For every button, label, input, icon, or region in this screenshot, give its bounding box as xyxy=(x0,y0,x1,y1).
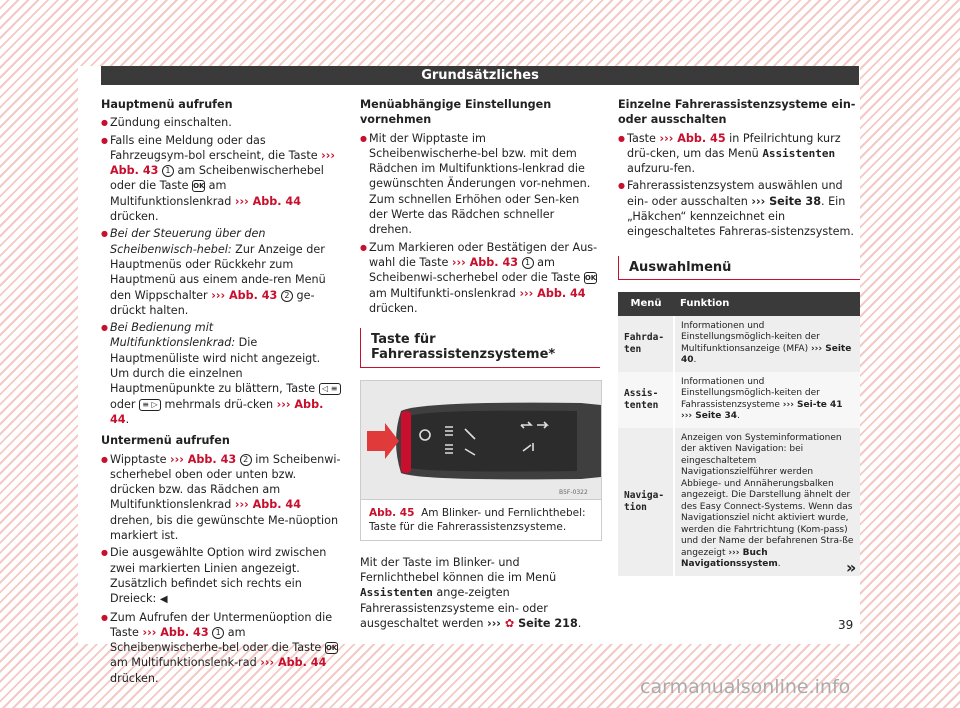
callout-number: 1 xyxy=(522,257,534,269)
text: mehrmals drü-cken xyxy=(161,397,277,411)
watermark: carmanualsonline.info xyxy=(640,676,851,698)
ok-key-icon: OK xyxy=(325,644,338,653)
text: am Multifunktionslenk-rad xyxy=(110,656,261,670)
fig-ref-link[interactable]: ››› Abb. 45 xyxy=(659,131,726,145)
fig-ref-link[interactable]: ››› Abb. 43 xyxy=(110,148,336,178)
bullet xyxy=(618,178,860,239)
text: Wipptaste xyxy=(110,452,171,466)
menu-table xyxy=(618,292,860,576)
text: . xyxy=(577,616,582,630)
continued-marker: » xyxy=(846,558,857,577)
ref-arrows: ››› xyxy=(487,616,505,630)
lever-illustration xyxy=(361,381,601,499)
text: Taste xyxy=(627,131,660,145)
bullet xyxy=(360,240,600,316)
text: . xyxy=(777,559,781,570)
callout-number: 1 xyxy=(212,627,224,639)
text: Informationen und Einstellungsmöglich-keiten der Fahrassistenzsysteme xyxy=(681,376,820,410)
bullet xyxy=(618,131,860,177)
text: am Multifunkti-onslenkrad xyxy=(369,286,520,300)
figure-caption xyxy=(361,499,601,540)
column-3 xyxy=(618,97,860,576)
bullet xyxy=(101,115,341,130)
table-row xyxy=(618,372,860,428)
text: . xyxy=(737,411,740,422)
text: drücken. xyxy=(369,301,418,315)
menu-function xyxy=(674,316,860,372)
bullet xyxy=(101,545,341,607)
text: Zur Anzeige der Hauptmenüs oder Rückkehr zum Hauptmenü aus einem ande-ren Menü den Wippschalter xyxy=(110,242,326,302)
lever-drawing xyxy=(361,381,601,499)
text: drücken. xyxy=(110,671,159,685)
fig-ref-link[interactable]: ››› Abb. 43 xyxy=(451,255,519,269)
safety-icon: ✿ xyxy=(504,616,515,630)
text: Bei Bedienung mit Multifunktionslenkrad: xyxy=(110,321,236,350)
menu-key: Naviga-tion xyxy=(618,428,674,576)
text: Fahrerassistenzsystem auswählen und ein- oder ausschalten xyxy=(627,179,843,208)
page-number: 39 xyxy=(838,618,854,632)
text: oder xyxy=(110,397,139,411)
fig-ref-link[interactable]: ››› Abb. 44 xyxy=(234,498,302,512)
text: drehen, bis die gewünschte Me-nüoption markiert ist. xyxy=(110,513,339,543)
menu-key: Fahrda-ten xyxy=(618,316,674,372)
text: am Multifunktionslenkrad xyxy=(110,179,235,208)
figure-code: B5F-0322 xyxy=(559,488,588,496)
page-ref-link[interactable]: ››› Seite 38 xyxy=(751,194,821,208)
table-row xyxy=(618,316,860,372)
fig-ref-link[interactable]: ››› Abb. 44 xyxy=(260,656,327,670)
fig-ref-link[interactable]: ››› Abb. 44 xyxy=(519,286,586,300)
ok-key-icon: OK xyxy=(193,182,205,191)
bullet xyxy=(101,610,341,686)
fig-ref-link[interactable]: ››› Abb. 43 xyxy=(211,288,278,302)
text: Bei der Steuerung über den Scheibenwisch-hebel: xyxy=(110,227,266,256)
paragraph-taste xyxy=(360,555,600,631)
text: aufzuru-fen. xyxy=(627,162,696,176)
table-header-menu: Menü xyxy=(618,292,674,316)
section-title-taste: Taste für Fahrerassistenzsysteme* xyxy=(360,328,600,368)
heading-untermenu: Untermenü aufrufen xyxy=(101,434,230,448)
menu-function xyxy=(674,372,860,428)
text: Am Blinker- und Fernlichthebel: Taste für die Fahrerassistenzsysteme. xyxy=(369,506,586,533)
text: Falls eine Meldung oder das Fahrzeugsym-bol erscheint, die Taste xyxy=(110,133,322,162)
text: . Ein „Häkchen“ kennzeichnet ein eingeschaltetes Fahreras-sistenzsystem. xyxy=(627,194,854,239)
section-title-auswahl: Auswahlmenü xyxy=(618,256,860,280)
text: Mit der Taste im Blinker- und Fernlichthebel können die im Menü xyxy=(360,555,557,585)
text: Zum Aufrufen der Untermenüoption die Taste xyxy=(110,610,333,639)
figure-45 xyxy=(360,380,602,541)
text: am Scheibenwi-scherhebel oder die Taste xyxy=(369,255,584,285)
text: ange-zeigten Fahrerassistenzsysteme ein- oder ausgeschaltet werden xyxy=(360,586,548,630)
bullet xyxy=(101,133,341,225)
text: am Scheibenwischerhe-bel oder die Taste xyxy=(110,625,325,655)
page-ref-link[interactable]: ››› Sei-te 41 ››› Seite 34 xyxy=(681,399,843,422)
menu-right-key-icon: ≡ ▷ xyxy=(139,399,161,411)
text: Anzeigen von Systeminformationen der aktiven Navigation: bei eingeschaltetem Navigationszielführer werden Abbiege- und Annäherungsbalken angezeigt. Die Darstellung ähnelt der des Easy Connect-Systems. Wenn das Navigationsziel nicht aktiviert wurde, werden die Fahrtrichtung (Kom-pass) und der Name der befahrenen Stra-ße angezeigt xyxy=(681,432,854,558)
text: Mit der Wipptaste im Scheibenwischerhe-bel bzw. mit dem Rädchen im Multifunktions-lenkrad die gewünschten Änderungen vor-nehmen. Zum schnellen Erhöhen oder Sen-ken der Werte das Rädchen schneller drehen. xyxy=(369,131,591,237)
bullet xyxy=(101,320,341,427)
heading-hauptmenu: Hauptmenü aufrufen xyxy=(101,98,233,111)
callout-number: 2 xyxy=(281,290,293,302)
text: Zündung einschalten. xyxy=(110,116,232,130)
table-header-row xyxy=(618,292,860,316)
fig-ref-link[interactable]: ››› Abb. 44 xyxy=(110,397,324,426)
table-row xyxy=(618,428,860,576)
callout-number: 1 xyxy=(162,165,174,177)
menu-name: Assistenten xyxy=(762,146,836,160)
callout-number: 2 xyxy=(240,454,252,466)
text: Zum Markieren oder Bestätigen der Aus-wahl die Taste xyxy=(369,240,598,269)
triangle-left-icon: ◀ xyxy=(159,594,168,606)
text: am Scheibenwischerhebel oder die Taste xyxy=(110,164,324,193)
menu-name: Assistenten xyxy=(360,586,433,600)
text: Informationen und Einstellungsmöglich-keiten der Multifunktionsanzeige (MFA) xyxy=(681,320,820,354)
page-ref-link[interactable]: ››› Seite 40 xyxy=(681,343,852,366)
text: im Scheibenwi-scherhebel oben oder unten bzw. drücken bzw. das Rädchen am Multifunktionslenkrad xyxy=(110,452,341,512)
column-1 xyxy=(101,97,341,688)
fig-ref-link[interactable]: ››› Abb. 43 xyxy=(142,625,209,639)
column-2 xyxy=(360,97,600,633)
bullet xyxy=(101,452,341,544)
ok-key-icon: OK xyxy=(584,274,597,283)
bullet xyxy=(101,226,341,318)
heading-einstellungen: Menüabhängige Einstellungen vornehmen xyxy=(360,98,552,127)
page-header: Grundsätzliches xyxy=(101,66,859,85)
text: ge-drückt halten. xyxy=(110,288,315,317)
text: Die ausgewählte Option wird zwischen zwei markierten Linien angezeigt. Zusätzlich befindet sich rechts ein Dreieck: xyxy=(110,546,327,606)
text: Die Hauptmenüliste wird nicht angezeigt. Um durch die einzelnen Hauptmenüpunkte zu blättern, Taste xyxy=(110,336,321,396)
fig-ref-link[interactable]: ››› Abb. 43 xyxy=(170,452,237,466)
figure-label: Abb. 45 xyxy=(369,506,415,519)
menu-function xyxy=(674,428,860,576)
heading-einzelne: Einzelne Fahrerassistenzsysteme ein- oder ausschalten xyxy=(618,98,856,127)
menu-key: Assis-tenten xyxy=(618,372,674,428)
page-ref-link[interactable]: ››› Buch Navigationssystem xyxy=(681,547,778,570)
text: in Pfeilrichtung kurz drü-cken, um das Menü xyxy=(627,131,841,160)
menu-left-key-icon: ◁ ≡ xyxy=(319,383,341,395)
text: drücken. xyxy=(110,210,159,224)
text: . xyxy=(125,412,130,426)
bullet xyxy=(360,131,600,238)
page-ref-link[interactable]: Seite 218 xyxy=(514,616,578,630)
table-header-function: Funktion xyxy=(674,292,860,316)
fig-ref-link[interactable]: ››› Abb. 44 xyxy=(234,194,302,208)
text: . xyxy=(693,355,697,366)
